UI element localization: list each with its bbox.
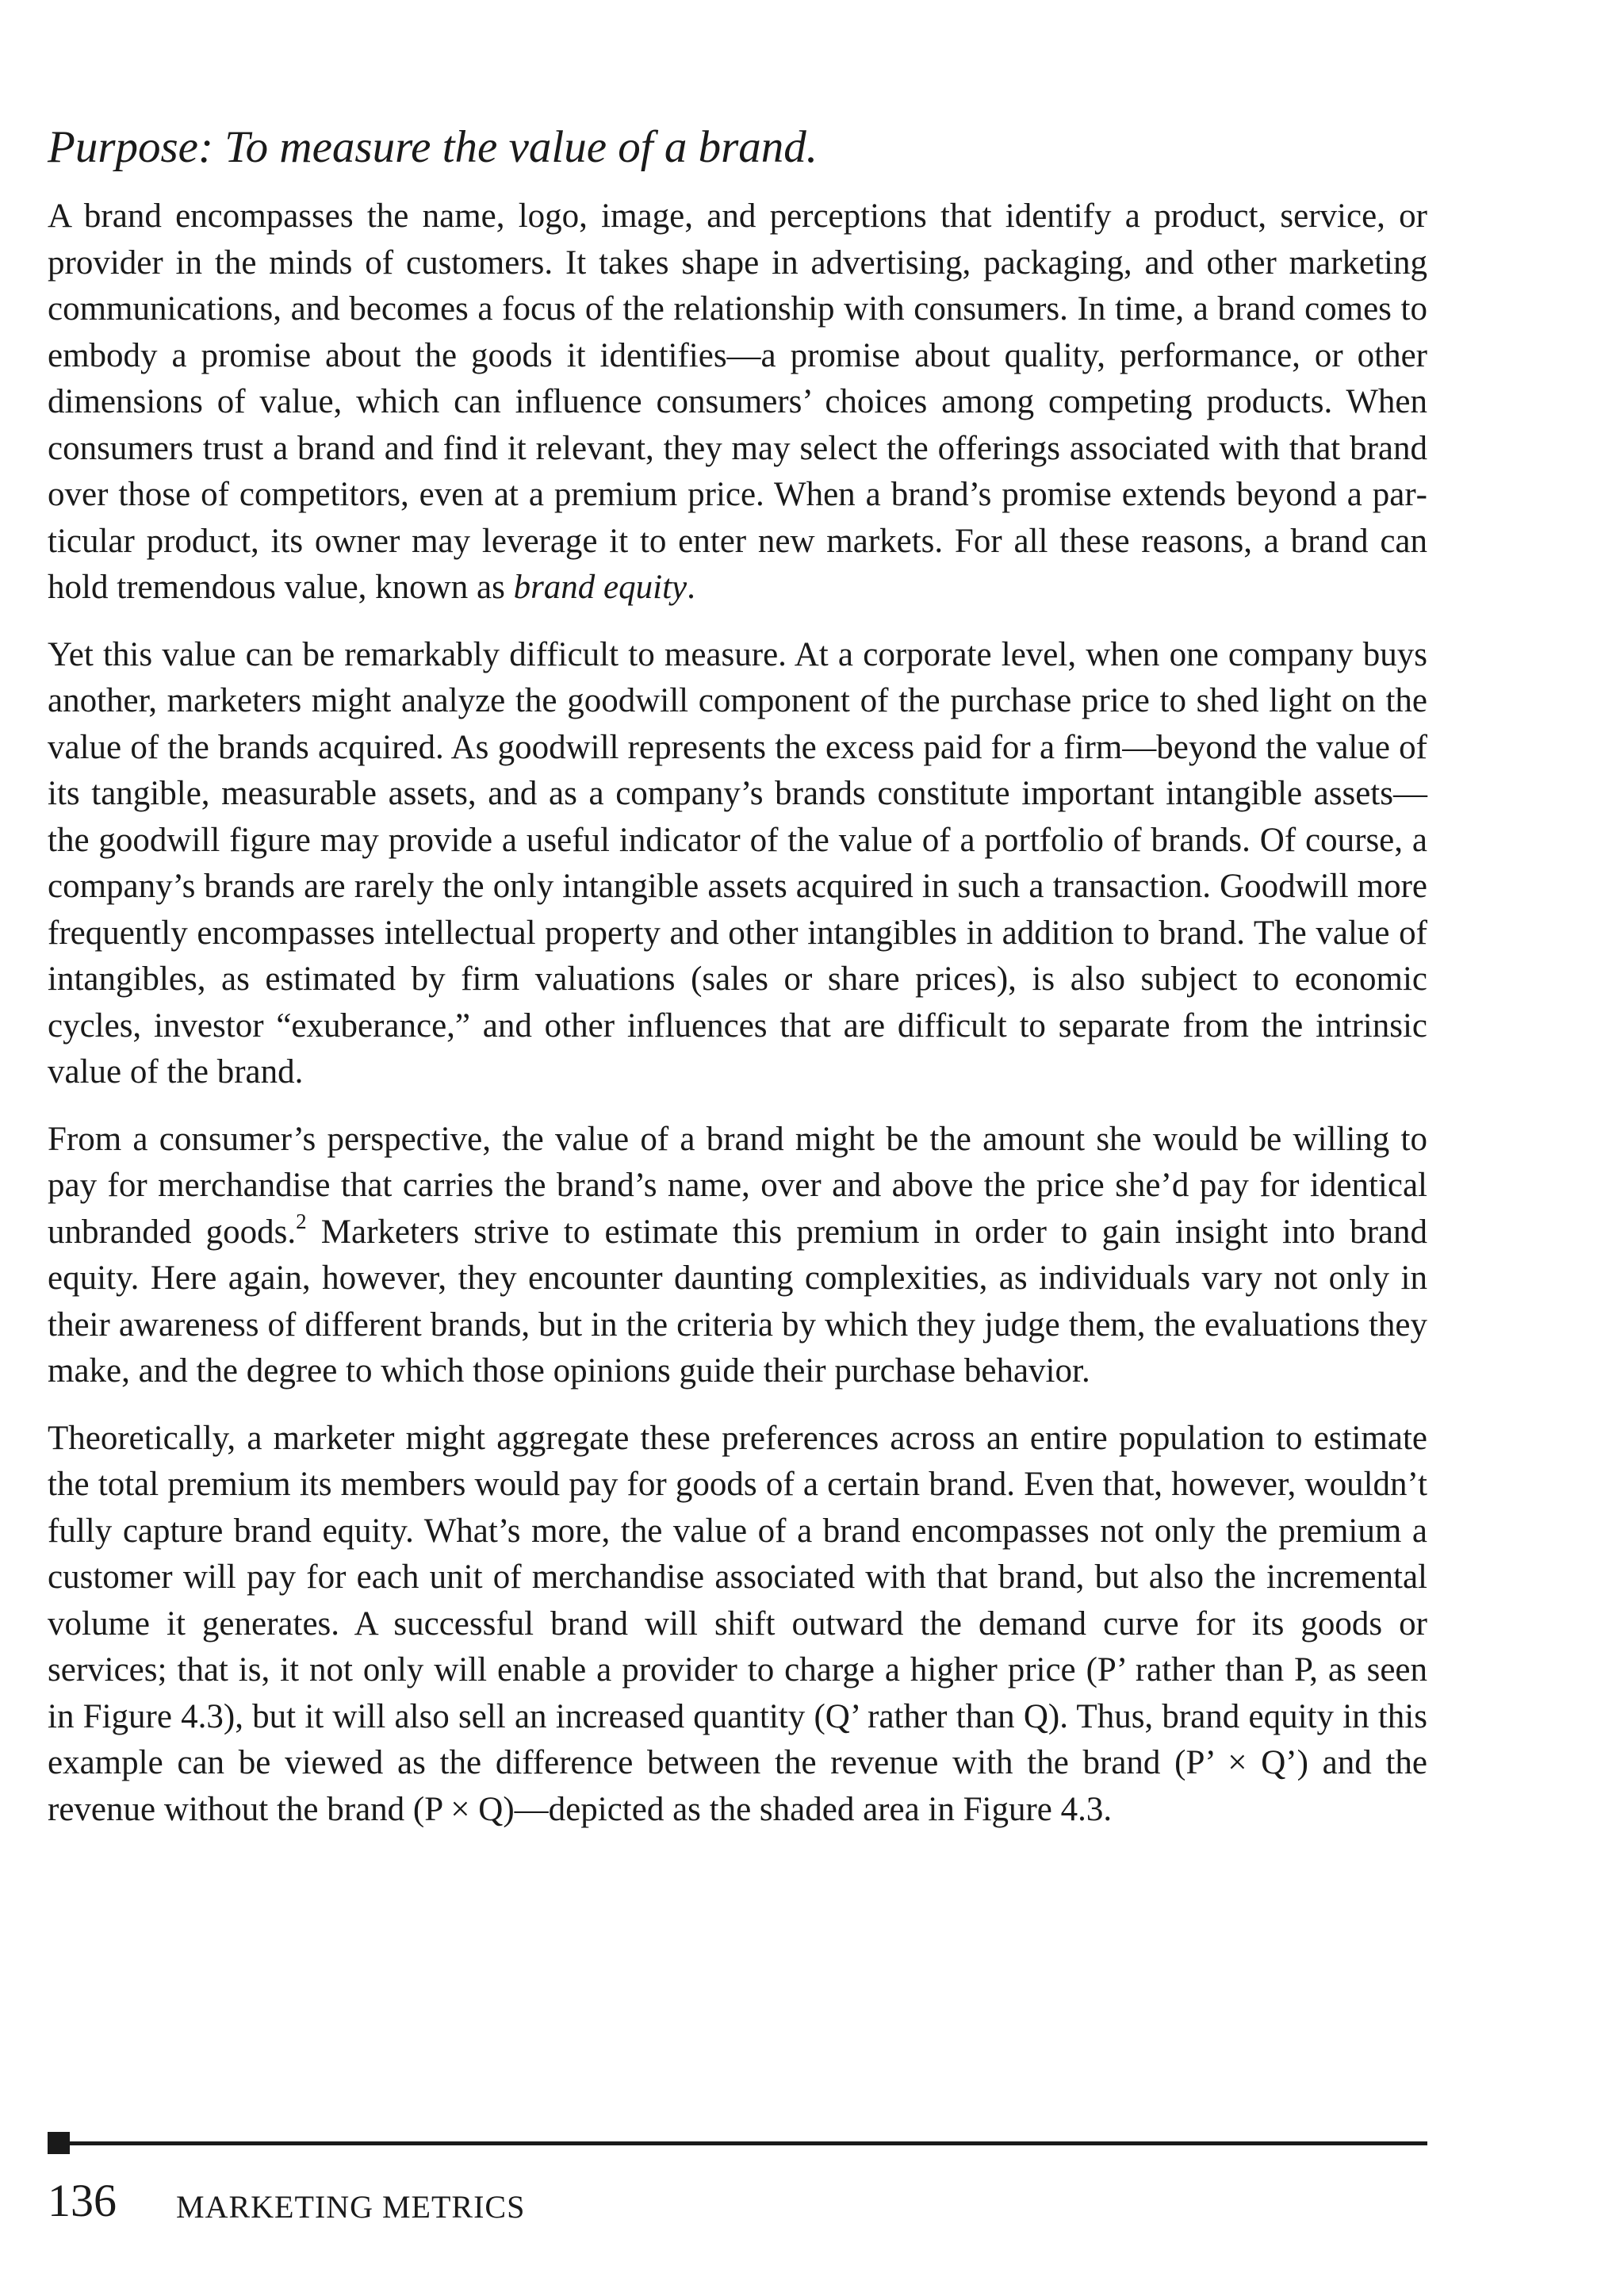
- page-body: [48, 119, 1427, 1854]
- footer-divider: [48, 2141, 1427, 2145]
- emphasis-term: brand equity: [513, 569, 688, 606]
- paragraph-text: From a consumer’s perspective, the value of a brand might be the amount she would be willing to pay for merchandise that carries the brand’s name, over and above the price she’d pay for identical unbranded goods.: [48, 1120, 1427, 1251]
- paragraph-text: .: [687, 569, 695, 606]
- page-number: 136: [48, 2175, 117, 2226]
- paragraph-demand-curve: Theoretically, a marketer might aggregate these preferences across an entire population to estimate the total premium its members would pay for goods of a certain brand. Even that, however, wouldn’t fully capture brand equity. What’s more, the value of a brand encompasses not only the premium a customer will pay for each unit of merchandise associated with that brand, but also the incremental volume it generates. A successful brand will shift outward the demand curve for its goods or services; that is, it not only will enable a provider to charge a higher price (P’ rather than P, as seen in Figure 4.3), but it will also sell an increased quantity (Q’ rather than Q). Thus, brand equity in this example can be viewed as the difference between the revenue with the brand (P’ × Q’) and the revenue without the brand (P × Q)—depicted as the shaded area in Figure 4.3.: [48, 1419, 1427, 1828]
- footnote-marker[interactable]: 2: [296, 1210, 307, 1234]
- running-footer-title: MARKETING METRICS: [176, 2189, 526, 2225]
- paragraph-text: Marketers strive to estimate this premium in order to gain insight into brand equity. Here again, however, they encounter daunting complexities, as individuals vary not only in their awareness of different brands, but in the criteria by which they judge them, the evaluations they make, and the degree to which those opinions guide their purchase behavior.: [48, 1213, 1427, 1390]
- paragraph-goodwill: Yet this value can be remarkably difficult to measure. At a corporate level, when one company buys another, marketers might analyze the goodwill component of the purchase price to shed light on the value of the brands acquired. As goodwill represents the excess paid for a firm—beyond the value of its tangible, measurable assets, and as a company’s brands constitute important intangible assets—the goodwill figure may provide a useful indicator of the value of a portfolio of brands. Of course, a company’s brands are rarely the only intangible assets acquired in such a transaction. Goodwill more frequently encompasses intellectual property and other intangibles in addition to brand. The value of intangibles, as estimated by firm valuations (sales or share prices), is also subject to economic cycles, investor “exuberance,” and other influences that are difficult to separate from the intrinsic value of the brand.: [48, 635, 1427, 1091]
- paragraph-brand-definition: [48, 194, 1427, 611]
- paragraph-text: A brand encompasses the name, logo, image, and perceptions that identify a product, service, or provider in the minds of customers. It takes shape in advertising, packaging, and other marketing communications, and becomes a focus of the relationship with consumers. In time, a brand comes to embody a promise about the goods it identifies—a promise about quality, performance, or other dimensions of value, which can influence consumers’ choices among competing products. When consumers trust a brand and find it relevant, they may select the offerings associated with that brand over those of competitors, even at a premium price. When a brand’s promise extends beyond a particular product, its owner may leverage it to enter new markets. For all these reasons, a brand can hold tremendous value, known as: [48, 197, 1427, 606]
- paragraph-consumer-perspective: [48, 1117, 1427, 1395]
- purpose-heading: Purpose: To measure the value of a brand.: [48, 122, 818, 172]
